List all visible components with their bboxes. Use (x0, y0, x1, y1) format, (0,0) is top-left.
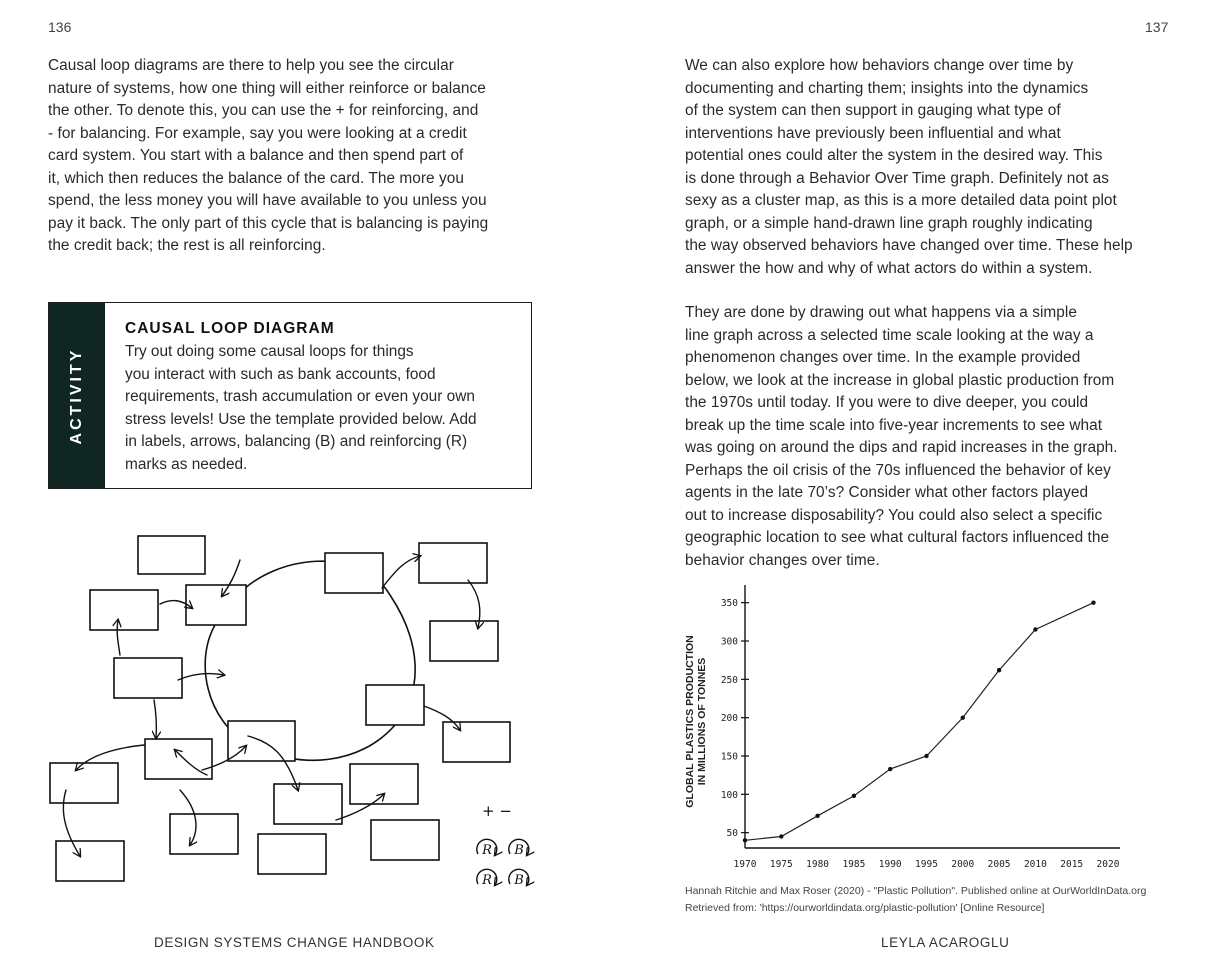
paragraph-line: graph, or a simple hand-drawn line graph roughly indicating (685, 214, 1093, 232)
template-box (430, 621, 498, 661)
footer-right: LEYLA ACAROGLU (881, 935, 1010, 950)
y-tick-label: 350 (720, 598, 738, 610)
x-tick-label: 1975 (769, 859, 793, 870)
paragraph-line: out to increase disposability? You could also select a specific (685, 506, 1103, 524)
paragraph-line: nature of systems, how one thing will either reinforce or balance (48, 79, 486, 97)
citation-line: Retrieved from: 'https://ourworldindata.org/plastic-pollution' [Online Resource] (685, 902, 1045, 914)
template-box (186, 585, 246, 625)
x-tick-label: 2000 (951, 859, 975, 870)
template-box (366, 685, 424, 725)
y-tick-label: 300 (720, 636, 738, 648)
data-point (997, 668, 1001, 672)
y-tick-label: 50 (726, 828, 738, 840)
paragraph-line: the other. To denote this, you can use the + for reinforcing, and (48, 102, 479, 119)
template-box (50, 763, 118, 803)
x-tick-label: 2010 (1023, 859, 1047, 870)
template-box (170, 814, 238, 854)
loop-mark-icon (477, 839, 497, 858)
data-point (888, 767, 892, 771)
y-tick-label: 150 (720, 751, 738, 763)
paragraph-line: below, we look at the increase in global plastic production from (685, 371, 1115, 389)
activity-line: you interact with such as bank accounts, food (125, 365, 436, 383)
data-point (1091, 600, 1095, 604)
sign-legend: + − (482, 802, 512, 820)
data-point (961, 715, 965, 719)
template-box (258, 834, 326, 874)
footer-left: DESIGN SYSTEMS CHANGE HANDBOOK (154, 935, 435, 950)
activity-box (48, 302, 532, 489)
paragraph-line: behavior changes over time. (685, 551, 880, 569)
activity-line: requirements, trash accumulation or even your own (125, 388, 475, 405)
paragraph-line: it, which then reduces the balance of the card. The more you (48, 169, 464, 187)
loop-mark-icon (509, 869, 529, 888)
x-tick-label: 2020 (1096, 859, 1120, 870)
template-box (350, 764, 418, 804)
series-line (745, 603, 1093, 841)
chart-citation (685, 883, 1146, 917)
template-box (325, 553, 383, 593)
x-tick-label: 1985 (842, 859, 866, 870)
template-arrow (178, 674, 224, 680)
template-box (443, 722, 510, 762)
loop-mark-icon (509, 839, 529, 858)
causal-loop-template (0, 525, 560, 890)
template-arrow (154, 700, 156, 738)
paragraph-line: We can also explore how behaviors change over time by (685, 57, 1074, 74)
template-box (274, 784, 342, 824)
plastic-example-paragraph (685, 302, 1185, 572)
template-box (419, 543, 487, 583)
behavior-over-time-paragraph (685, 55, 1185, 280)
paragraph-line: is done through a Behavior Over Time graph. Definitely not as (685, 169, 1109, 187)
citation-line: Hannah Ritchie and Max Roser (2020) - "Plastic Pollution". Published online at OurWorldInData.org (685, 885, 1147, 897)
paragraph-line: sexy as a cluster map, as this is a more detailed data point plot (685, 192, 1117, 209)
activity-line: marks as needed. (125, 455, 248, 473)
activity-title: CAUSAL LOOP DIAGRAM (125, 320, 335, 337)
x-tick-label: 1990 (878, 859, 902, 870)
paragraph-line: break up the time scale into five-year increments to see what (685, 416, 1103, 434)
paragraph-line: They are done by drawing out what happens via a simple (685, 304, 1077, 321)
paragraph-line: answer the how and why of what actors do within a system. (685, 259, 1093, 277)
activity-tab-label: ACTIVITY (68, 347, 85, 444)
paragraph-line: geographic location to see what cultural factors influenced the (685, 529, 1110, 546)
data-point (1033, 627, 1037, 631)
activity-instructions (125, 341, 525, 476)
paragraph-line: potential ones could alter the system in the desired way. This (685, 147, 1103, 164)
paragraph-line: Perhaps the oil crisis of the 70s influenced the behavior of key (685, 461, 1111, 479)
x-tick-label: 2015 (1060, 859, 1084, 870)
paragraph-line: card system. You start with a balance and then spend part of (48, 147, 464, 164)
paragraph-line: the credit back; the rest is all reinforcing. (48, 237, 326, 254)
loop-mark-label: B (514, 843, 524, 858)
y-tick-label: 100 (720, 789, 738, 801)
x-tick-label: 2005 (987, 859, 1011, 870)
template-box (371, 820, 439, 860)
template-box (90, 590, 158, 630)
causal-loop-intro-paragraph (48, 55, 548, 258)
activity-tab (49, 303, 105, 488)
data-point (852, 794, 856, 798)
template-box (138, 536, 205, 574)
paragraph-line: agents in the late 70’s? Consider what other factors played (685, 484, 1089, 501)
paragraph-line: interventions have previously been influential and what (685, 124, 1061, 142)
y-tick-label: 200 (720, 713, 738, 725)
paragraph-line: the 1970s until today. If you were to dive deeper, you could (685, 394, 1089, 411)
template-box (56, 841, 124, 881)
activity-line: Try out doing some causal loops for things (125, 343, 414, 360)
paragraph-line: the way observed behaviors have changed over time. These help (685, 237, 1133, 254)
data-point (815, 814, 819, 818)
paragraph-line: pay it back. The only part of this cycle that is balancing is paying (48, 214, 489, 232)
y-axis-label (684, 635, 708, 807)
data-point (743, 838, 747, 842)
page-number-left: 136 (48, 19, 72, 35)
x-tick-label: 1980 (806, 859, 830, 870)
template-arrow (382, 556, 420, 588)
paragraph-line: spend, the less money you will have available to you unless you (48, 192, 487, 209)
paragraph-line: Causal loop diagrams are there to help you see the circular (48, 57, 454, 74)
paragraph-line: was going on around the dips and rapid increases in the graph. (685, 439, 1118, 456)
paragraph-line: documenting and charting them; insights into the dynamics (685, 79, 1089, 97)
y-tick-label: 250 (720, 674, 738, 686)
paragraph-line: phenomenon changes over time. In the example provided (685, 349, 1081, 366)
loop-mark-label: R (482, 873, 492, 888)
page-number-right: 137 (1145, 19, 1169, 35)
loop-mark-label: B (514, 873, 524, 888)
data-point (779, 834, 783, 838)
data-point (924, 754, 928, 758)
template-box (114, 658, 182, 698)
paragraph-line: of the system can then support in gauging what type of (685, 102, 1061, 119)
plastic-production-chart (680, 580, 1140, 875)
paragraph-line: line graph across a selected time scale looking at the way a (685, 326, 1094, 344)
activity-line: in labels, arrows, balancing (B) and reinforcing (R) (125, 433, 468, 450)
activity-line: stress levels! Use the template provided below. Add (125, 410, 477, 428)
y-axis-label-line: IN MILLIONS OF TONNES (696, 657, 708, 786)
loop-mark-label: R (482, 843, 492, 858)
paragraph-line: - for balancing. For example, say you were looking at a credit (48, 124, 467, 142)
x-tick-label: 1995 (915, 859, 938, 870)
y-axis-label-line: GLOBAL PLASTICS PRODUCTION (684, 635, 696, 808)
x-tick-label: 1970 (733, 859, 757, 870)
loop-mark-icon (477, 869, 497, 888)
